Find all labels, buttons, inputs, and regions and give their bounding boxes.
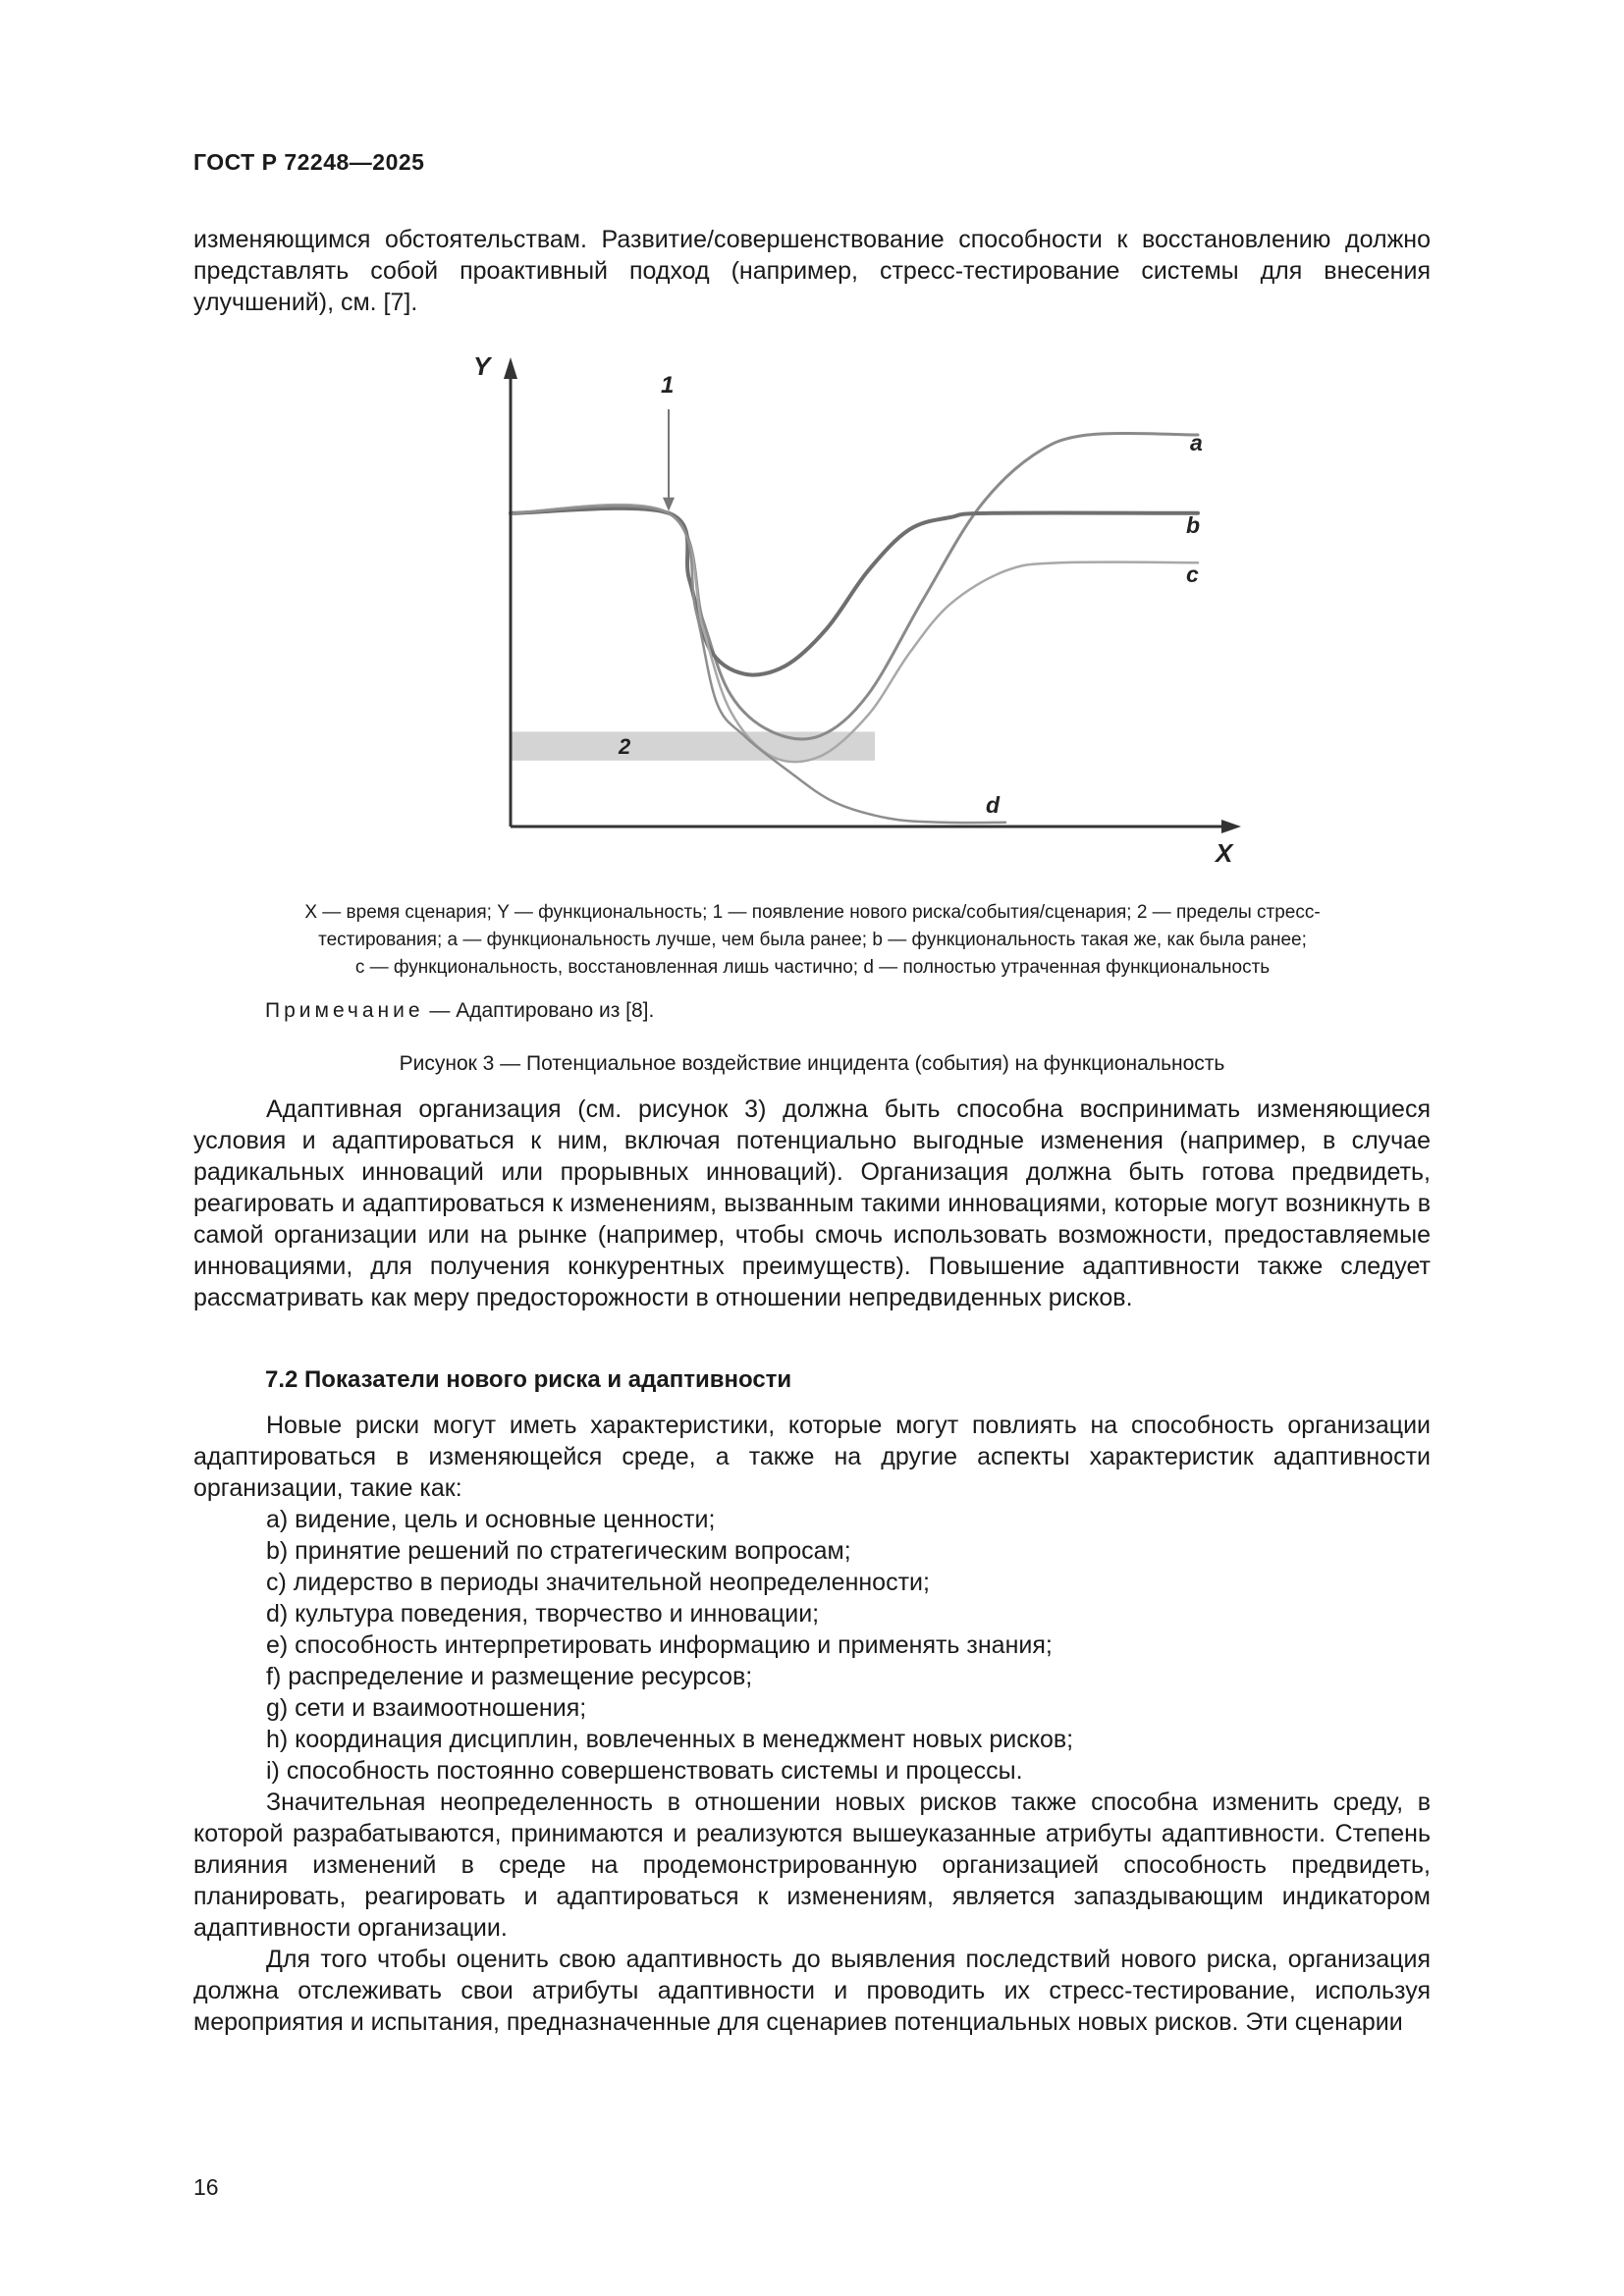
adaptivity-attributes-list	[193, 1504, 1431, 1787]
list-item: c) лидерство в периоды значительной неопределенности;	[266, 1569, 930, 1596]
figure-caption: Рисунок 3 — Потенциальное воздействие инцидента (события) на функциональность	[399, 1052, 1225, 1075]
series-line-d	[511, 506, 1005, 823]
series-line-c	[511, 505, 1201, 762]
series-label-c: c	[1186, 561, 1199, 588]
section-paragraph-3: Для того чтобы оценить свою адаптивность до выявления последствий нового риска, организация должна отслеживать свои атрибуты адаптивности и проводить их стресс-тестирование, используя мероприятия и испытания, предназначенные для сценариев потенциальных новых рисков. Эти сценарии	[193, 1946, 1431, 2036]
section-intro: Новые риски могут иметь характеристики, которые могут повлиять на способность организации адаптироваться в изменяющейся среде, а также на другие аспекты характеристик адаптивности организации, такие как:	[193, 1412, 1431, 1502]
standard-header: ГОСТ Р 72248—2025	[193, 149, 425, 175]
series-layer	[511, 430, 1203, 823]
legend-line-2: тестирования; a — функциональность лучше, чем была ранее; b — функциональность такая же, как была ранее;	[318, 930, 1307, 950]
list-item: e) способность интерпретировать информацию и применять знания;	[266, 1631, 1053, 1659]
list-item: b) принятие решений по стратегическим вопросам;	[266, 1537, 851, 1565]
series-line-b	[511, 508, 1201, 675]
list-item: a) видение, цель и основные ценности;	[266, 1506, 716, 1533]
list-item: f) распределение и размещение ресурсов;	[266, 1663, 753, 1690]
legend-line-3: c — функциональность, восстановленная лишь частично; d — полностью утраченная функциональность	[354, 957, 1271, 978]
list-item: h) координация дисциплин, вовлеченных в менеджмент новых рисков;	[266, 1726, 1074, 1753]
series-line-a	[511, 433, 1201, 738]
event-arrow-head	[663, 498, 675, 511]
adaptive-paragraph-block	[193, 1094, 1431, 1313]
band-label: 2	[619, 734, 631, 760]
note-label: Примечание	[265, 999, 424, 1022]
intro-paragraph-block	[193, 224, 1431, 318]
intro-paragraph: изменяющимся обстоятельствам. Развитие/совершенствование способности к восстановлению должно представлять собой проактивный подход (например, стресс-тестирование системы для внесения улучшений), см. [7].	[193, 226, 1431, 316]
event-marker-label: 1	[661, 372, 675, 399]
list-item: i) способность постоянно совершенствовать системы и процессы.	[266, 1757, 1023, 1785]
list-item: g) сети и взаимоотношения;	[266, 1694, 587, 1722]
legend-line-1: X — время сценария; Y — функциональность; 1 — появление нового риска/события/сценария; 2 — пределы стресс-	[304, 902, 1321, 923]
x-axis-arrow	[1221, 820, 1241, 833]
functionality-chart	[461, 346, 1247, 885]
note-text: — Адаптировано из [8].	[423, 999, 655, 1022]
section-heading: 7.2 Показатели нового риска и адаптивности	[265, 1366, 792, 1393]
figure-note	[265, 999, 654, 1023]
y-axis-label: Y	[473, 351, 491, 381]
y-axis-arrow	[504, 357, 517, 379]
section-paragraph-2: Значительная неопределенность в отношении новых рисков также способна изменить среду, в которой разрабатываются, принимаются и реализуются вышеуказанные атрибуты адаптивности. Степень влияния изменений в среде на продемонстрированную организацией способность предвидеть, планировать, реагировать и адаптироваться к изменениям, является запаздывающим индикатором адаптивности организации.	[193, 1789, 1431, 1942]
adaptive-paragraph: Адаптивная организация (см. рисунок 3) должна быть способна воспринимать изменяющиеся условия и адаптироваться к ним, включая потенциально выгодные изменения (например, в случае радикальных инноваций или прорывных инноваций). Организация должна быть готова предвидеть, реагировать и адаптироваться к изменениям, вызванным такими инновациями, которые могут возникнуть в самой организации или на рынке (например, чтобы смочь использовать возможности, предоставляемые инновациями, для получения конкурентных преимуществ). Повышение адаптивности также следует рассматривать как меру предосторожности в отношении непредвиденных рисков.	[193, 1095, 1431, 1311]
list-item: d) культура поведения, творчество и инновации;	[266, 1600, 820, 1628]
section-body	[193, 1410, 1431, 2038]
page-number: 16	[193, 2174, 219, 2200]
series-label-a: a	[1190, 430, 1203, 455]
series-label-b: b	[1186, 511, 1201, 538]
x-axis-label: X	[1216, 838, 1233, 868]
figure-legend	[255, 899, 1370, 982]
series-label-d: d	[986, 791, 1001, 818]
